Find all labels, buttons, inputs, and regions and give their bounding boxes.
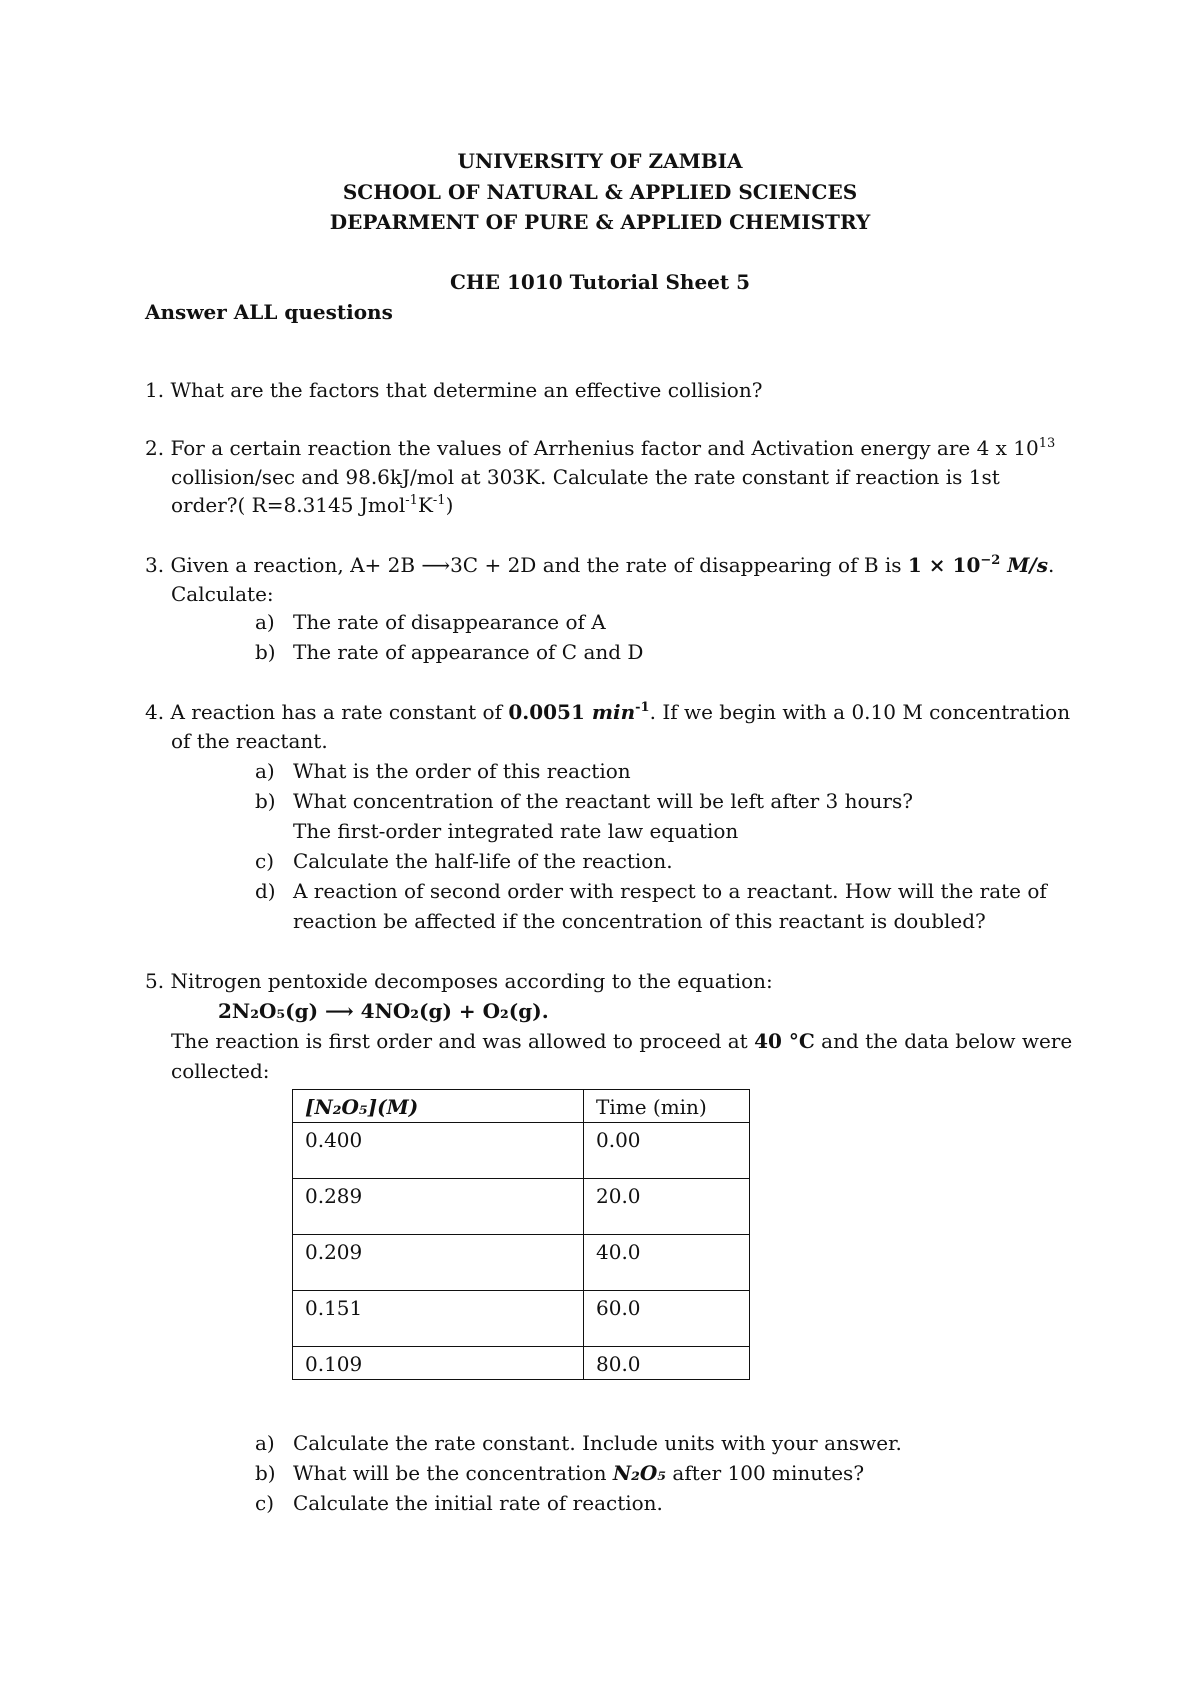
cell-concentration: 0.209: [293, 1235, 584, 1291]
part-text: A reaction of second order with respect to a reactant. How will the rate of: [293, 879, 1047, 903]
part-text-b: after 100 minutes?: [666, 1461, 865, 1485]
question-text-cont: . If we begin with a 0.10 M concentration: [649, 700, 1071, 724]
part-label: c): [255, 849, 275, 873]
cell-time: 20.0: [584, 1179, 750, 1235]
cell-time: 80.0: [584, 1347, 750, 1380]
table-row: [293, 1179, 750, 1235]
part-label: a): [255, 759, 275, 783]
header-time: Time (min): [584, 1090, 750, 1123]
table-row: [293, 1235, 750, 1291]
rate-constant-unit: min: [584, 700, 636, 724]
cell-concentration: 0.289: [293, 1179, 584, 1235]
period: .: [1047, 553, 1055, 577]
rate-unit: M/s: [1000, 553, 1048, 577]
school-name: SCHOOL OF NATURAL & APPLIED SCIENCES: [342, 180, 858, 204]
page-title: CHE 1010 Tutorial Sheet 5: [449, 270, 751, 294]
table-row: [293, 1347, 750, 1380]
concentration-time-table: [292, 1089, 750, 1380]
table-row: [293, 1291, 750, 1347]
part-label: d): [255, 879, 276, 903]
question-number: 1.: [145, 378, 165, 402]
question-3-line-1: [145, 550, 1054, 580]
question-number: 4.: [145, 700, 165, 724]
question-4-line-2: of the reactant.: [171, 729, 328, 753]
question-text: A reaction has a rate constant of: [170, 700, 509, 724]
question-2-line-1: [145, 433, 1055, 463]
university-name: UNIVERSITY OF ZAMBIA: [457, 149, 743, 173]
cell-concentration: 0.400: [293, 1123, 584, 1179]
reaction-equation: 2N₂O₅(g) ⟶ 4NO₂(g) + O₂(g).: [218, 999, 549, 1023]
question-4-line-1: [145, 697, 1070, 727]
part-label: a): [255, 610, 275, 634]
rate-exponent: −2: [980, 553, 1001, 568]
unit-exponent: -1: [635, 700, 650, 715]
part-text: Calculate the half-life of the reaction.: [293, 849, 673, 873]
part-label: c): [255, 1491, 275, 1515]
part-label: b): [255, 1461, 276, 1485]
question-text: The reaction is first order and was allowed to proceed at: [171, 1029, 755, 1053]
part-text: Calculate the initial rate of reaction.: [293, 1491, 663, 1515]
part-text: Calculate the rate constant. Include units with your answer.: [293, 1431, 902, 1455]
exponent: -1: [432, 493, 446, 508]
question-text-cont: and the data below were: [814, 1029, 1073, 1053]
question-1: [145, 375, 762, 405]
part-text: The rate of appearance of C and D: [293, 640, 644, 664]
question-number: 5.: [145, 969, 165, 993]
gas-constant-text: order?( R=8.3145 Jmol: [171, 493, 406, 517]
cell-concentration: 0.109: [293, 1347, 584, 1380]
question-text: Given a reaction, A+ 2B ⟶3C + 2D and the rate of disappearing of B is: [170, 553, 908, 577]
question-5-line-4: collected:: [171, 1059, 270, 1083]
question-text: For a certain reaction the values of Arrhenius factor and Activation energy are 4 x 10: [170, 436, 1039, 460]
instruction: Answer ALL questions: [145, 300, 393, 324]
cell-time: 0.00: [584, 1123, 750, 1179]
exponent: 13: [1038, 436, 1056, 451]
unit-text: K: [417, 493, 433, 517]
question-3-line-2: Calculate:: [171, 582, 274, 606]
part-label: b): [255, 789, 276, 813]
cell-time: 40.0: [584, 1235, 750, 1291]
question-5-line-3: [171, 1026, 1072, 1056]
header-concentration: [N₂O₅](M): [293, 1090, 584, 1123]
question-number: 3.: [145, 553, 165, 577]
table-header-row: [293, 1090, 750, 1123]
rate-constant-value: 0.0051: [508, 700, 585, 724]
question-2-line-3: [171, 490, 453, 520]
part-label: a): [255, 1431, 275, 1455]
rate-value: 1 × 10: [907, 553, 981, 577]
part-text: [293, 1458, 864, 1488]
part-text: The rate of disappearance of A: [293, 610, 606, 634]
part-text: reaction be affected if the concentration of this reactant is doubled?: [293, 909, 986, 933]
question-number: 2.: [145, 436, 165, 460]
close-paren: ): [445, 493, 454, 517]
part-text: The first-order integrated rate law equation: [293, 819, 739, 843]
question-2-line-2: collision/sec and 98.6kJ/mol at 303K. Calculate the rate constant if reaction is 1st: [171, 465, 1000, 489]
part-text-a: What will be the concentration: [293, 1461, 613, 1485]
cell-concentration: 0.151: [293, 1291, 584, 1347]
question-text: Nitrogen pentoxide decomposes according to the equation:: [170, 969, 773, 993]
cell-time: 60.0: [584, 1291, 750, 1347]
question-5-line-1: [145, 966, 773, 996]
part-text: What concentration of the reactant will be left after 3 hours?: [293, 789, 913, 813]
species-formula: N₂O₅: [612, 1461, 667, 1485]
department-name: DEPARMENT OF PURE & APPLIED CHEMISTRY: [329, 210, 871, 234]
exponent: -1: [405, 493, 418, 508]
part-text: What is the order of this reaction: [293, 759, 631, 783]
part-label: b): [255, 640, 276, 664]
table-row: [293, 1123, 750, 1179]
question-text: What are the factors that determine an effective collision?: [170, 378, 763, 402]
temperature: 40 °C: [754, 1029, 815, 1053]
